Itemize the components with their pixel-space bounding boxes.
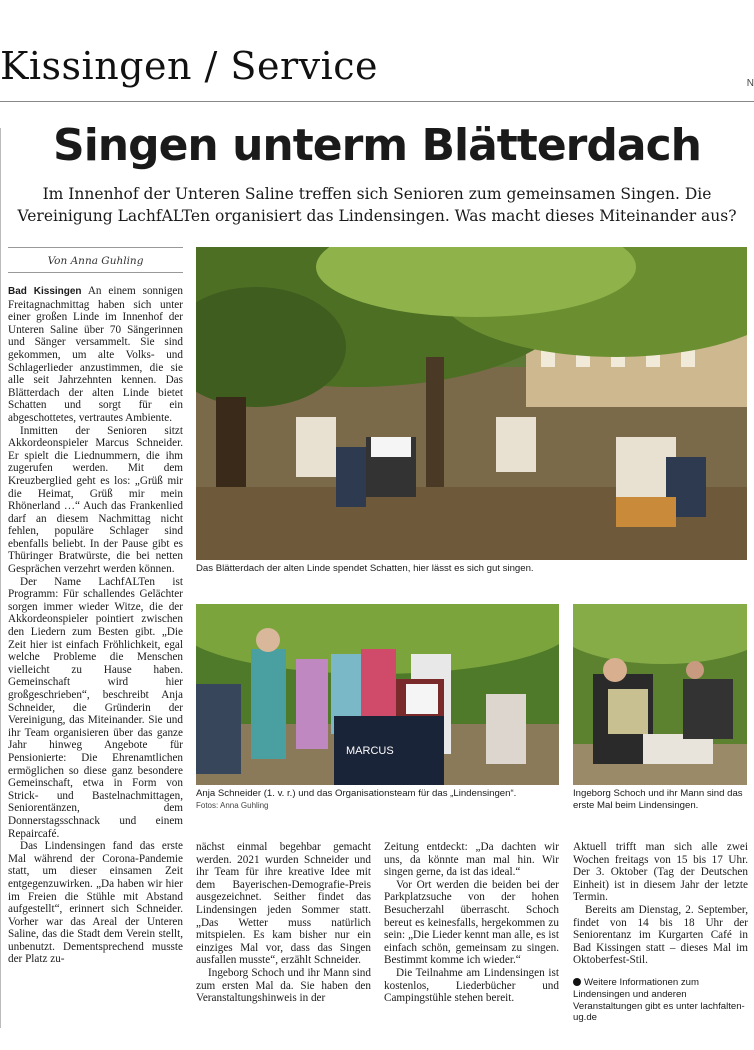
paragraph: Inmitten der Senioren sitzt Akkordeonspieler Marcus Schneider. Er spielt die Liednummern, die ihm zugerufen werden. Mit dem Kreuzberglied geht es los: „Grüß mir die Heimat, Grüß mir mein Rhönerland …“ Auch das Frankenlied darf an diesem Nachmittag nicht fehlen, populäre Schlager sind ebenfalls beliebt. In der Pause gibt es Thüringer Bratwürste, die bei netten Gesprächen verzehrt werden können. (8, 424, 183, 576)
column-rule (0, 128, 1, 1028)
team-photo-caption: Anja Schneider (1. v. r.) und das Organisationsteam für das „Lindensingen“. Fotos: Anna Guhling (196, 788, 559, 811)
main-photo-caption: Das Blätterdach der alten Linde spendet Schatten, hier lässt es sich gut singen. (196, 563, 534, 574)
photo-credit: Fotos: Anna Guhling (196, 800, 269, 810)
paragraph: Das Lindensingen fand das erste Mal während der Corona-Pandemie statt, um dieser einsamen Zeit entgegenzuwirken. „Da haben wir hier im Freien die Stühle mit Abstand aufgestellt“, erinnert sich Schneider. Vorher war das Areal der Unteren Saline, das die Stadt dem Verein stellt, unbenutzt. Dementsprechend musste der Platz zu- (8, 840, 183, 966)
paragraph: Aktuell trifft man sich alle zwei Wochen freitags von 15 bis 17 Uhr. Der 3. Oktober (Tag der Deutschen Einheit) ist in diesem Jahr der letzte Termin. (573, 841, 748, 904)
article-column-4 (573, 841, 748, 1031)
paragraph: Die Teilnahme am Lindensingen ist kostenlos, Liederbücher und Campingstühle stehen bereit. (384, 966, 559, 1005)
headline: Singen unterm Blätterdach (53, 120, 701, 171)
header-rule (0, 101, 754, 102)
article-column-2 (196, 841, 371, 1031)
main-photo (196, 247, 747, 560)
info-box: Weitere Informationen zum Lindensingen und anderen Veranstaltungen gibt es unter lachfalten-ug.de (573, 976, 745, 1024)
page-flag: N (746, 78, 754, 89)
article-column-1 (8, 285, 183, 1030)
article-column-3 (384, 841, 559, 1031)
section-title: Kissingen / Service (0, 44, 378, 88)
banner-text: MARCUS (346, 745, 394, 757)
couple-photo (573, 604, 747, 785)
paragraph: Bad Kissingen An einem sonnigen Freitagnachmittag haben sich unter einer großen Linde im Innenhof der Unteren Saline über 70 Sängerinnen und Sänger versammelt. Sie sind gekommen, um alte Volks- und Schlagerlieder anzustimmen, die sie alle seit Jahrzehnten kennen. Das Blätterdach der alten Linde bietet Schatten und sorgt für ein abgeschottetes, vertrautes Ambiente. (8, 285, 183, 424)
paragraph: nächst einmal begehbar gemacht werden. 2021 wurden Schneider und ihr Team für ihre kreative Idee mit dem Bayerischen-Demografie-Preis ausgezeichnet. Seither findet das Lindensingen jeden Sommer statt. „Das Wetter muss natürlich mitspielen. Es kam bisher nur ein einziges Mal vor, dass das Singen ausfallen musste“, erzählt Schneider. (196, 841, 371, 967)
paragraph: Bereits am Dienstag, 2. September, findet von 14 bis 18 Uhr der Seniorentanz im Kurgarten Café in Bad Kissingen statt – dieses Mal im Oktoberfest-Stil. (573, 903, 748, 967)
info-dot-icon (573, 978, 581, 986)
byline-rule-bottom (8, 272, 183, 273)
couple-photo-caption: Ingeborg Schoch und ihr Mann sind das erste Mal beim Lindensingen. (573, 788, 743, 811)
team-photo (196, 604, 559, 785)
paragraph: Zeitung entdeckt: „Da dachten wir uns, da könnte man mal hin. Wir singen gerne, da ist das ideal.“ (384, 841, 559, 879)
byline-rule-top (8, 247, 183, 248)
subheadline: Im Innenhof der Unteren Saline treffen sich Senioren zum gemeinsamen Singen. Die Vereinigung LachfALTen organisiert das Lindensingen. Was macht dieses Miteinander aus? (17, 185, 737, 225)
paragraph: Der Name LachfALTen ist Programm: Für schallendes Gelächter sorgen immer wieder Witze, die der Akkordeonspieler pointiert zwischen den Liedern zum Besten gibt. „Die Zeit hier ist einfach Fröhlichkeit, egal welche Probleme die Menschen vielleicht zu Hause haben. Gemeinschaft wird hier großgeschrieben“, beschreibt Anja Schneider, die Gründerin der Vereinigung, das Miteinander. Sie und ihr Team organisieren über das ganze Jahr hinweg Angebote für Pensionierte: Die Ehrenamtlichen ermöglichen so diese ganz besondere Gemeinschaft, etwa in Form von Strick- und Bastelnachmittagen, Seniorentänzen, dem Donnerstagsschnack und einem Repaircafé. (8, 575, 183, 840)
paragraph: Ingeborg Schoch und ihr Mann sind zum ersten Mal da. Sie haben den Veranstaltungshinweis in der (196, 966, 371, 1005)
paragraph: Vor Ort werden die beiden bei der Parkplatzsuche von der hohen Besucherzahl überrascht. Schoch bereut es keinesfalls, hergekommen zu sein: „Die Lieder kennt man alle, es ist einfach schön, gemeinsam zu singen. Bestimmt komme ich wieder.“ (384, 878, 559, 967)
dateline: Bad Kissingen (8, 286, 82, 297)
byline: Von Anna Guhling (47, 255, 144, 267)
